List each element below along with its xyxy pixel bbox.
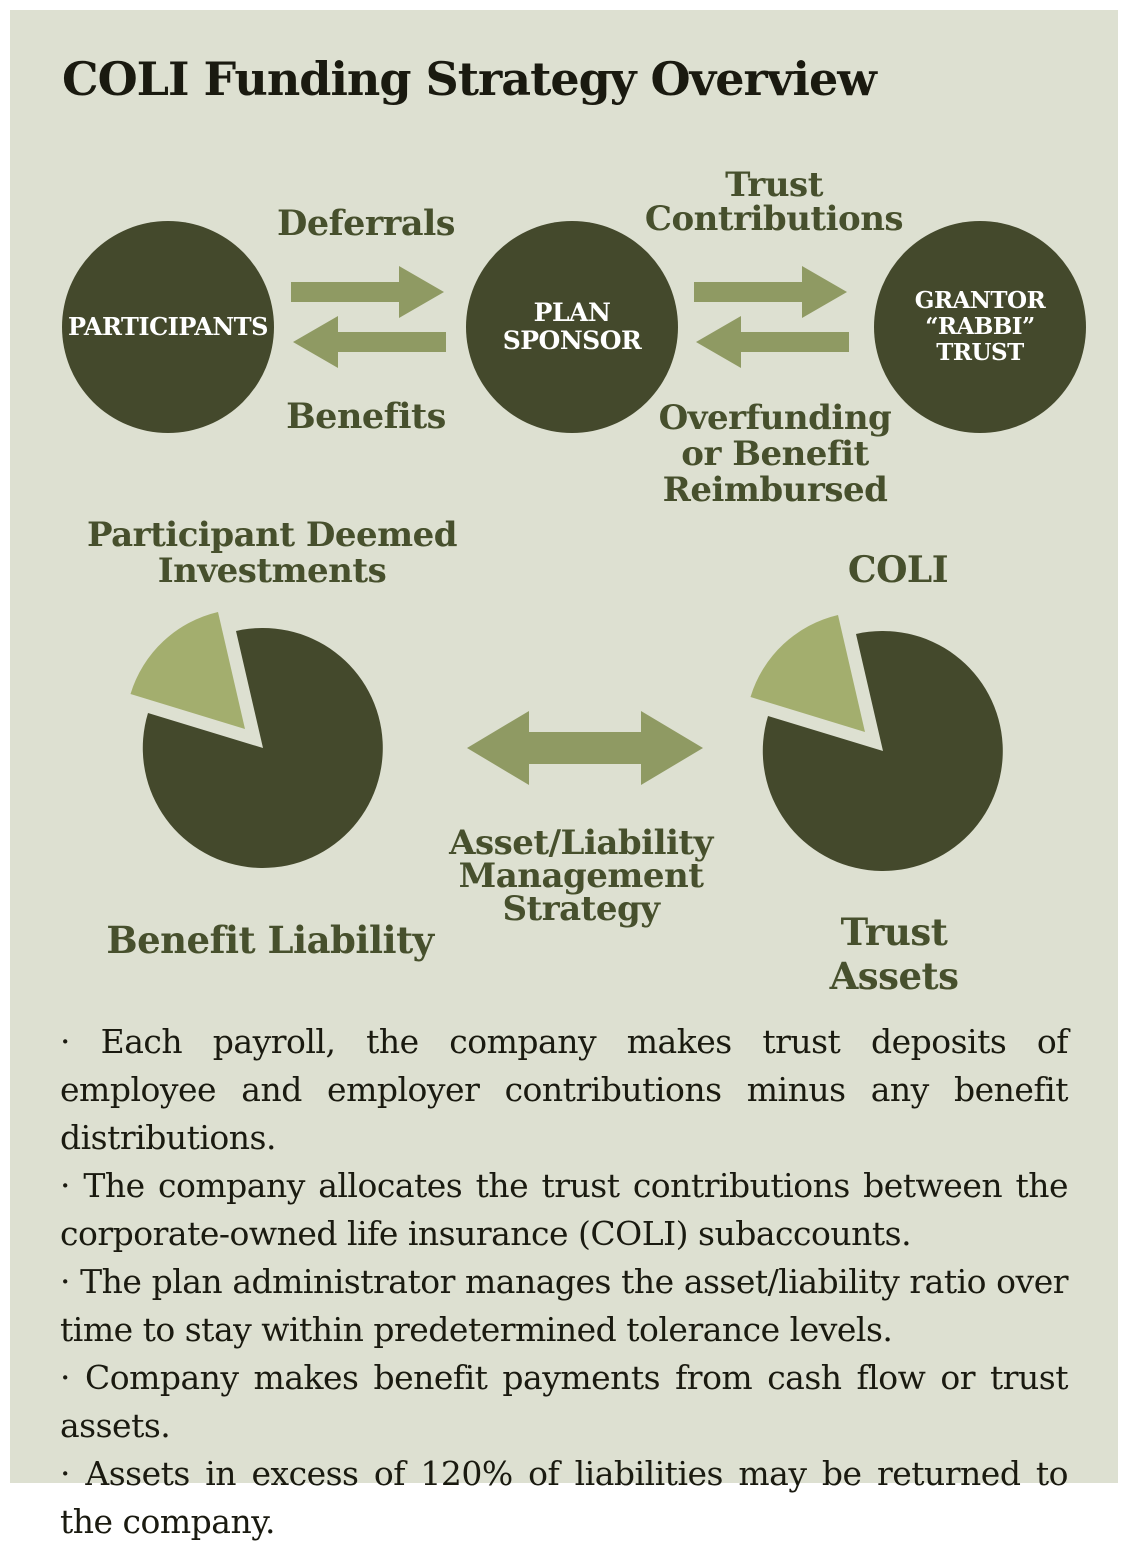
page-title: COLI Funding Strategy Overview: [62, 52, 876, 106]
trust-assets-pie-chart: [733, 596, 1033, 900]
deferrals-label: Deferrals: [276, 203, 456, 244]
trust-contributions-label: Trust Contributions: [644, 165, 904, 239]
coli-label: COLI: [847, 549, 949, 591]
node-grantor-trust-label: GRANTOR “RABBI” TRUST: [914, 287, 1046, 366]
reimbursement-arrow-left-icon: [694, 314, 849, 370]
asset-liability-double-arrow-icon: [465, 707, 705, 789]
benefit-liability-pie-chart: [113, 593, 413, 897]
benefits-label: Benefits: [286, 396, 446, 437]
trust-contributions-arrow-right-icon: [694, 264, 849, 320]
node-participants-label: PARTICIPANTS: [68, 311, 268, 341]
benefit-liability-label: Benefit Liability: [106, 918, 434, 962]
trust-assets-label: Trust Assets: [829, 910, 959, 998]
node-plan-sponsor-label: PLAN SPONSOR: [502, 298, 642, 355]
participant-deemed-investments-label: Participant Deemed Investments: [86, 515, 458, 591]
bullet-item: · The company allocates the trust contributions between the corporate-owned life insurance (COLI) subaccounts.: [60, 1166, 1068, 1253]
node-grantor-trust: [874, 221, 1086, 433]
bullet-list: [60, 1018, 1068, 1546]
asset-liability-management-label: Asset/Liability Management Strategy: [449, 823, 713, 929]
node-plan-sponsor: [466, 221, 678, 433]
bullet-item: · The plan administrator manages the asset/liability ratio over time to stay within predetermined tolerance levels.: [60, 1262, 1068, 1349]
bullet-item: · Company makes benefit payments from cash flow or trust assets.: [60, 1358, 1068, 1445]
benefits-arrow-left-icon: [291, 314, 446, 370]
deferrals-arrow-right-icon: [291, 264, 446, 320]
bullet-item: · Each payroll, the company makes trust deposits of employee and employer contributions minus any benefit distributions.: [60, 1022, 1068, 1157]
slide-panel: [10, 10, 1118, 1541]
bullet-item: · Assets in excess of 120% of liabilities may be returned to the company.: [60, 1454, 1068, 1541]
node-participants: [62, 221, 274, 433]
overfunding-label: Overfunding or Benefit Reimbursed: [658, 398, 892, 510]
